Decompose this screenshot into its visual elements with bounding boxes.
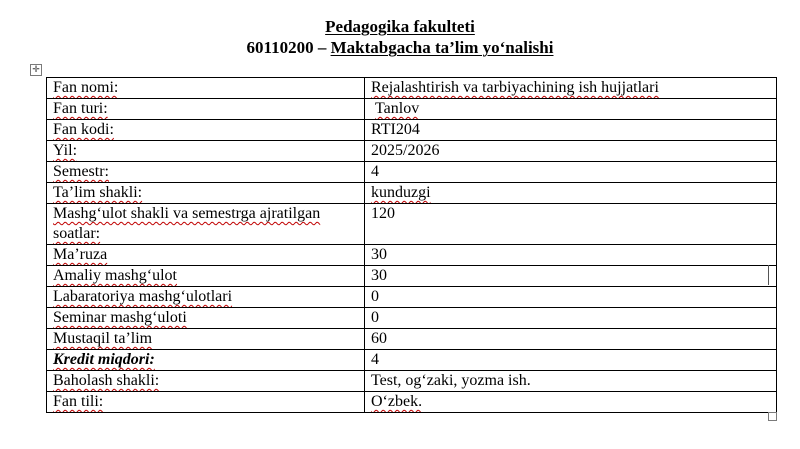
row-value[interactable]: 4 bbox=[365, 350, 777, 371]
table-row bbox=[47, 392, 777, 413]
table-resize-handle-icon[interactable] bbox=[768, 412, 777, 421]
row-label[interactable]: Yil: bbox=[47, 141, 365, 162]
row-value[interactable]: RTI204 bbox=[365, 120, 777, 141]
table-row bbox=[47, 183, 777, 204]
table-row bbox=[47, 350, 777, 371]
row-label[interactable]: Fan kodi: bbox=[47, 120, 365, 141]
row-value[interactable]: 0 bbox=[365, 287, 777, 308]
table-row bbox=[47, 245, 777, 266]
table-row bbox=[47, 266, 777, 287]
row-value[interactable]: kunduzgi bbox=[365, 183, 777, 204]
row-label[interactable]: Seminar mashg‘uloti bbox=[47, 308, 365, 329]
program-name: Maktabgacha ta’lim yo‘nalishi bbox=[330, 38, 554, 57]
row-value[interactable]: 0 bbox=[365, 308, 777, 329]
text-cursor-mark bbox=[768, 265, 769, 285]
row-label[interactable]: Amaliy mashg‘ulot bbox=[47, 266, 365, 287]
row-value[interactable]: 60 bbox=[365, 329, 777, 350]
table-row bbox=[47, 162, 777, 183]
table-move-handle-icon[interactable]: ✛ bbox=[30, 64, 42, 76]
row-label[interactable]: Kredit miqdori: bbox=[47, 350, 365, 371]
table-row bbox=[47, 308, 777, 329]
row-label[interactable]: Baholash shakli: bbox=[47, 371, 365, 392]
table-row bbox=[47, 120, 777, 141]
row-label[interactable]: Fan nomi: bbox=[47, 78, 365, 99]
table-row bbox=[47, 329, 777, 350]
row-label[interactable]: Labaratoriya mashg‘ulotlari bbox=[47, 287, 365, 308]
faculty-heading bbox=[0, 16, 800, 37]
row-value[interactable]: Test, og‘zaki, yozma ish. bbox=[365, 371, 777, 392]
program-code: 60110200 – bbox=[246, 38, 327, 57]
row-value[interactable]: Rejalashtirish va tarbiyachining ish hujjatlari bbox=[365, 78, 777, 99]
row-label[interactable]: Ma’ruza bbox=[47, 245, 365, 266]
row-label[interactable]: Mashg‘ulot shakli va semestrga ajratilgan soatlar: bbox=[47, 204, 365, 245]
row-label[interactable]: Ta’lim shakli: bbox=[47, 183, 365, 204]
row-value[interactable]: 120 bbox=[365, 204, 777, 245]
row-value[interactable]: O‘zbek. bbox=[365, 392, 777, 413]
row-value[interactable]: Tanlov bbox=[365, 99, 777, 120]
course-info-table bbox=[46, 77, 777, 413]
row-label[interactable]: Fan tili: bbox=[47, 392, 365, 413]
program-heading bbox=[0, 37, 800, 58]
table-row bbox=[47, 287, 777, 308]
row-value[interactable]: 4 bbox=[365, 162, 777, 183]
faculty-title: Pedagogika fakulteti bbox=[325, 17, 475, 36]
row-label[interactable]: Semestr: bbox=[47, 162, 365, 183]
row-value[interactable]: 30 bbox=[365, 266, 777, 287]
table-row bbox=[47, 204, 777, 245]
row-value[interactable]: 2025/2026 bbox=[365, 141, 777, 162]
table-row bbox=[47, 78, 777, 99]
row-label[interactable]: Fan turi: bbox=[47, 99, 365, 120]
row-value[interactable]: 30 bbox=[365, 245, 777, 266]
table-row bbox=[47, 141, 777, 162]
row-label[interactable]: Mustaqil ta’lim bbox=[47, 329, 365, 350]
table-row bbox=[47, 99, 777, 120]
table-row bbox=[47, 371, 777, 392]
